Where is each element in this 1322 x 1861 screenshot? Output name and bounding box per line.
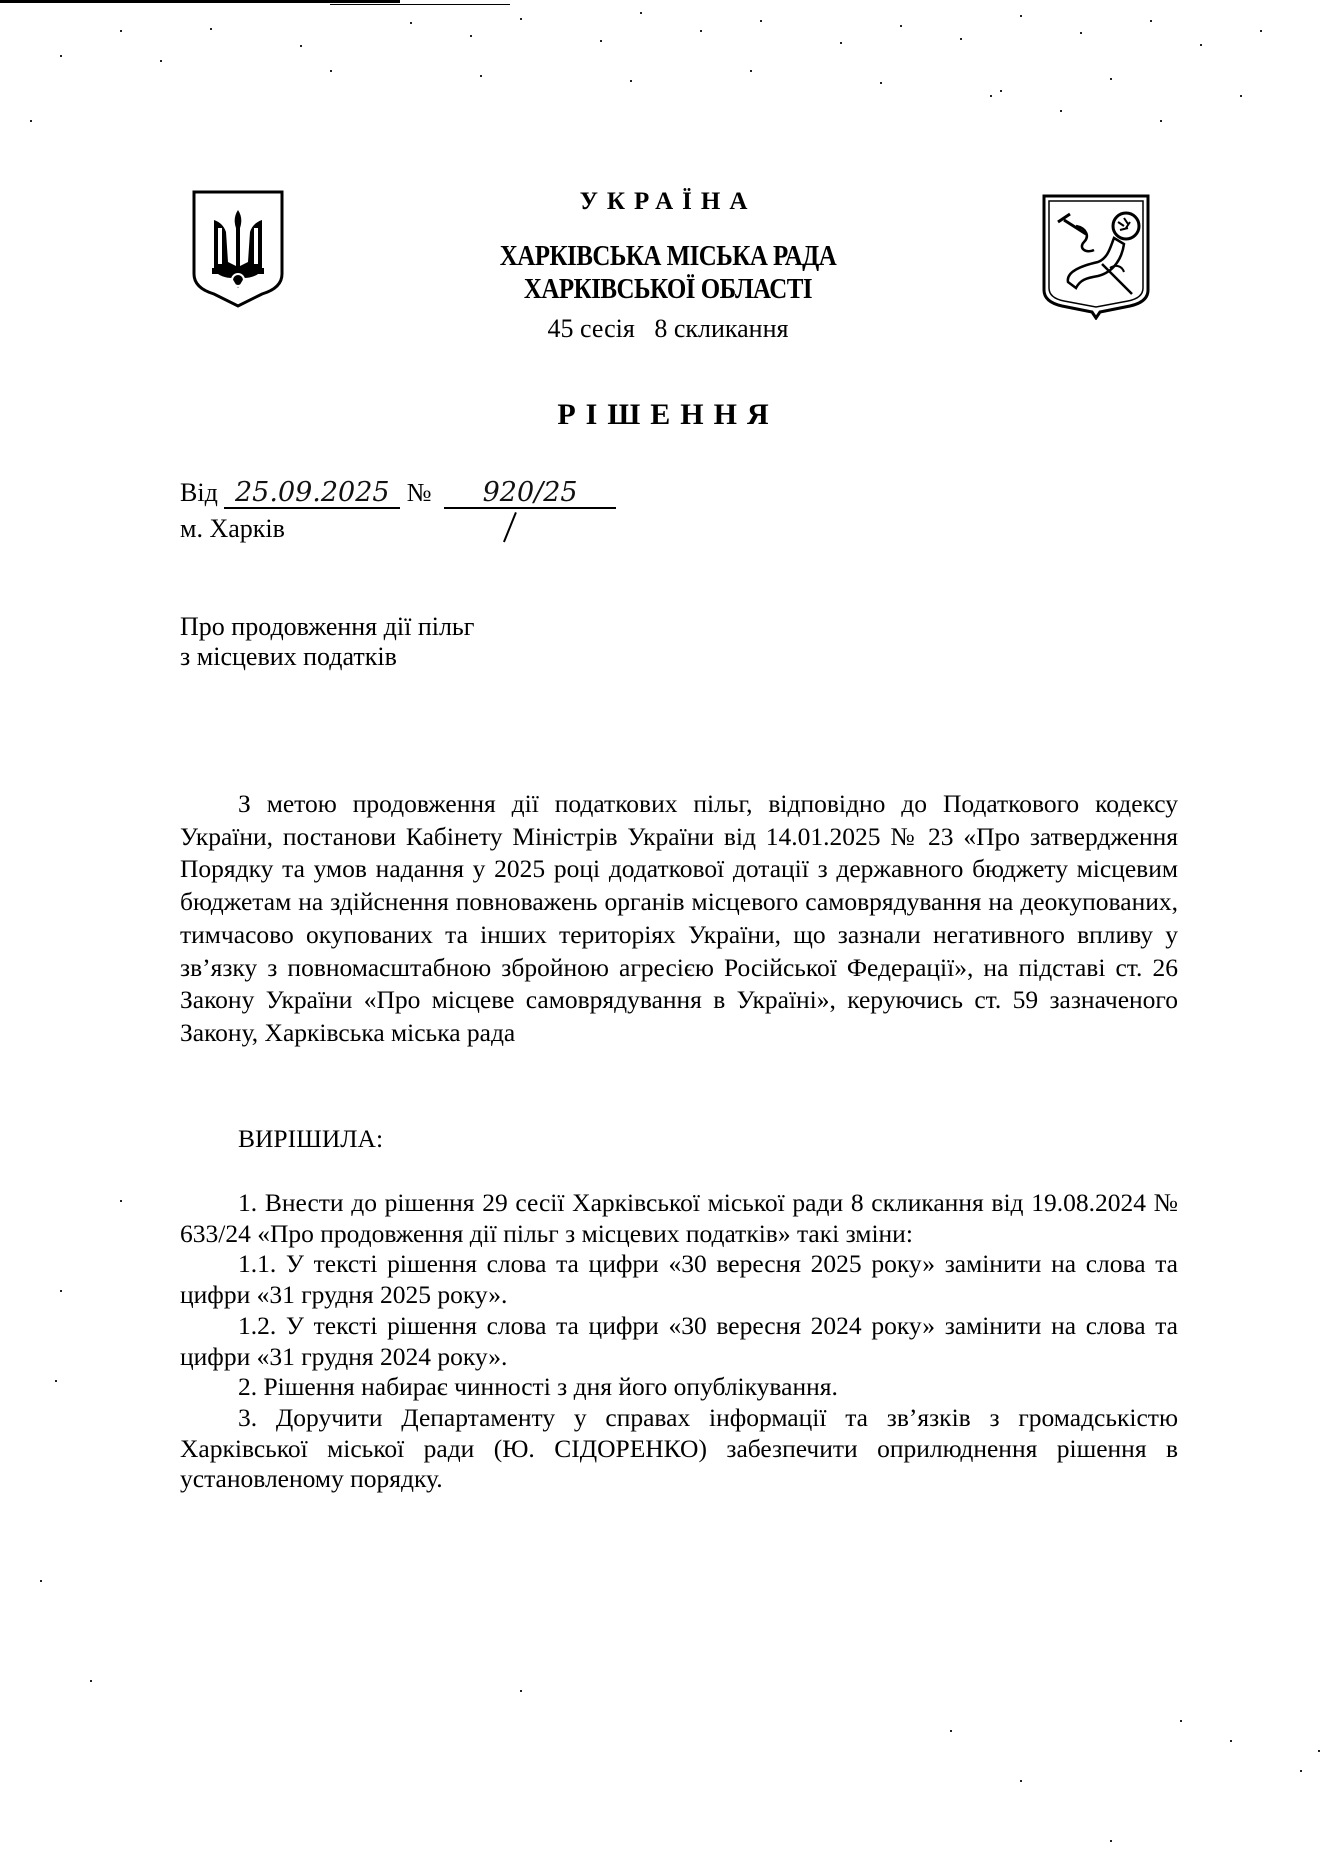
scan-speck (630, 80, 632, 82)
council-title-line1: ХАРКІВСЬКА МІСЬКА РАДА (499, 240, 837, 272)
country-title: УКРАЇНА (579, 188, 757, 215)
scan-artifact-line (330, 4, 510, 5)
scan-speck (1080, 32, 1082, 34)
handwritten-date: 25.09.2025 (224, 479, 400, 509)
decision-item: 3. Доручити Департаменту у справах інформації та зв’язків з громадськістю Харківської міської ради (Ю. СІДОРЕНКО) забезпечити оприлюднення рішення в установленому порядку. (180, 1402, 1178, 1494)
scan-speck (900, 25, 902, 27)
scan-speck (120, 1200, 122, 1202)
scan-speck (160, 60, 162, 62)
scan-speck (760, 20, 762, 22)
scan-speck (1230, 1740, 1232, 1742)
scan-speck (1150, 20, 1152, 22)
scan-speck (520, 1690, 522, 1692)
scan-speck (55, 1380, 57, 1382)
scan-speck (1110, 1840, 1112, 1842)
scan-speck (520, 18, 522, 20)
scan-speck (640, 12, 642, 14)
scan-speck (300, 45, 302, 47)
handwritten-number: 920/25 (444, 479, 616, 509)
scan-speck (1020, 1780, 1022, 1782)
scan-speck (950, 1730, 952, 1732)
kharkiv-city-crest-icon (1040, 192, 1152, 320)
scan-speck (1160, 120, 1162, 122)
subject-line1: Про продовження дії пільг (180, 612, 475, 641)
scan-speck (750, 70, 752, 72)
scan-speck (1000, 90, 1002, 92)
council-title-line2: ХАРКІВСЬКОЇ ОБЛАСТІ (523, 273, 813, 305)
scan-speck (60, 1290, 62, 1292)
decision-subject (180, 612, 474, 672)
city: м. Харків (180, 514, 285, 543)
scan-speck (1020, 15, 1022, 17)
scan-speck (1180, 1720, 1182, 1722)
from-label: Від (180, 478, 218, 507)
decision-items (180, 1188, 1178, 1495)
decision-item: 1.2. У тексті рішення слова та цифри «30 вересня 2024 року» замінити на слова та цифри «31 грудня 2024 року». (180, 1310, 1178, 1371)
scan-speck (960, 38, 962, 40)
session-info: 45 сесія 8 скликання (547, 314, 789, 343)
scan-speck (120, 30, 122, 32)
scan-speck (840, 42, 842, 44)
scan-speck (470, 35, 472, 37)
scan-speck (210, 28, 212, 30)
scan-speck (1200, 44, 1202, 46)
decision-item: 2. Рішення набирає чинності з дня його опублікування. (238, 1372, 838, 1402)
scan-speck (880, 82, 882, 84)
scan-speck (90, 1680, 92, 1682)
handwritten-stroke (503, 512, 517, 542)
scan-speck (1318, 1750, 1320, 1752)
decision-meta (180, 478, 616, 509)
council-title (410, 240, 926, 306)
scan-speck (30, 120, 32, 122)
scan-speck (990, 95, 992, 97)
scan-speck (1110, 78, 1112, 80)
resolved-label: ВИРІШИЛА: (238, 1124, 384, 1153)
scan-speck (1300, 1770, 1302, 1772)
scan-speck (600, 40, 602, 42)
decision-item: 1. Внести до рішення 29 сесії Харківської міської ради 8 скликання від 19.08.2024 № 633/24 «Про продовження дії пільг з місцевих податків» такі зміни: (180, 1188, 1178, 1248)
scan-speck (700, 30, 702, 32)
scan-artifact-line (0, 0, 400, 3)
number-label: № (406, 478, 432, 507)
scan-speck (60, 55, 62, 57)
document-type-title: РІШЕННЯ (557, 398, 779, 431)
subject-line2: з місцевих податків (180, 642, 397, 671)
scan-speck (1060, 110, 1062, 112)
scan-speck (40, 1580, 42, 1582)
decision-item: 1.1. У тексті рішення слова та цифри «30 вересня 2025 року» замінити на слова та цифри «31 грудня 2025 року». (180, 1249, 1178, 1310)
scan-speck (330, 70, 332, 72)
scan-speck (1260, 30, 1262, 32)
scan-speck (1240, 95, 1242, 97)
scan-speck (480, 75, 482, 77)
preamble-paragraph: З метою продовження дії податкових пільг, відповідно до Податкового кодексу України, постанови Кабінету Міністрів України від 14.01.2025 № 23 «Про затвердження Порядку та умов надання у 2025 році додаткової дотації з державного бюджету місцевим бюджетам на здійснення повноважень органів місцевого самоврядування на деокупованих, тимчасово окупованих та інших територіях України, що зазнали негативного впливу у зв’язку з повномасштабною збройною агресією Російської Федерації», на підставі ст. 26 Закону України «Про місцеве самоврядування в Україні», керуючись ст. 59 зазначеного Закону, Харківська міська рада (180, 789, 1178, 1047)
scan-speck (410, 22, 412, 24)
ukraine-trident-icon (190, 188, 286, 310)
